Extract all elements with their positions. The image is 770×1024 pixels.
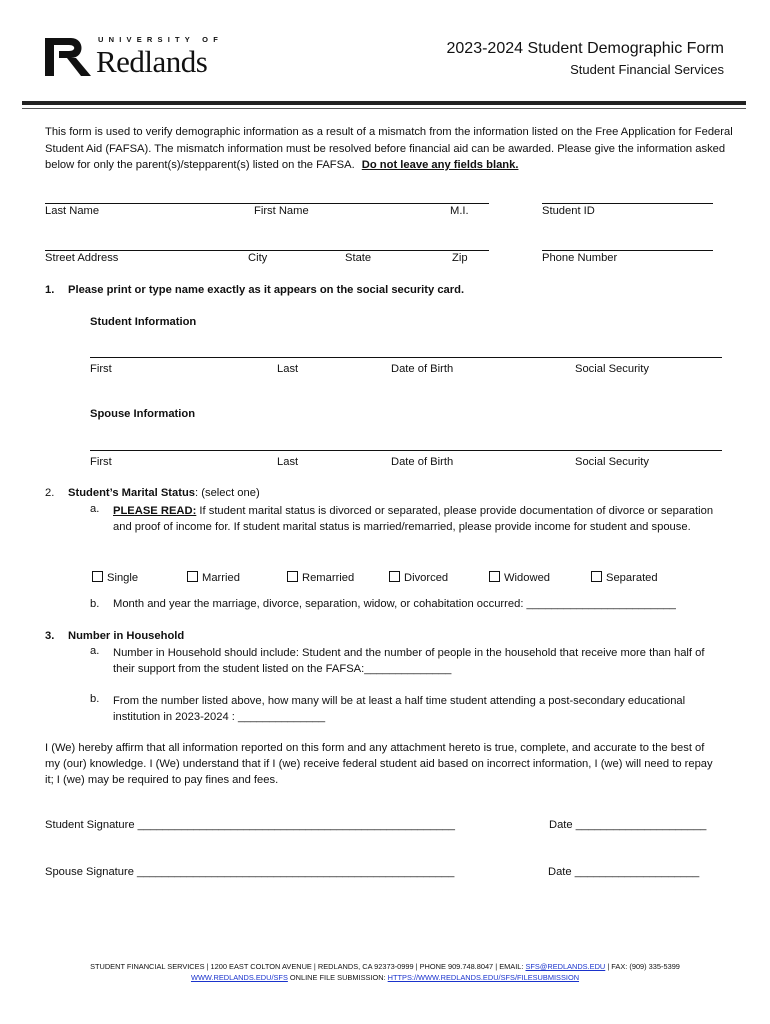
section3-a-text[interactable]: Number in Household should include: Student and the number of people in the household that receive more than half of their support from the student listed on the FAFSA:______________ — [113, 647, 705, 675]
divorced-checkbox[interactable] — [389, 571, 400, 582]
logo-redlands: Redlands — [96, 44, 208, 79]
option-remarried[interactable] — [287, 571, 354, 584]
student-info-heading: Student Information — [90, 316, 197, 328]
header-rule — [22, 101, 746, 105]
footer-web-link[interactable]: WWW.REDLANDS.EDU/SFS — [190, 973, 288, 982]
section2-b-text[interactable]: Month and year the marriage, divorce, separation, widow, or cohabitation occurred: ________________________ — [113, 598, 676, 610]
section2-heading: Student’s Marital Status — [68, 487, 196, 499]
spouse-dob-label: Date of Birth — [391, 456, 454, 468]
section2-b-letter: b. — [90, 598, 100, 610]
section2-a-letter: a. — [90, 503, 100, 515]
section3-heading: Number in Household — [68, 630, 185, 642]
student-info-line[interactable] — [90, 357, 722, 358]
intro-paragraph — [45, 124, 735, 174]
please-read-text: If student marital status is divorced or separated, please provide documentation of divorce or separation and proof of income for. If student marital status is married/remarried, please provide income for student and spouse. — [113, 505, 714, 533]
section3-a-letter: a. — [90, 645, 100, 657]
phone-line[interactable] — [542, 250, 713, 251]
label-last-name: Last Name — [45, 205, 100, 217]
student-ssn-label: Social Security — [575, 363, 649, 375]
header-rule-thin — [22, 108, 746, 109]
footer-line-2 — [0, 973, 770, 982]
spouse-first-label: First — [90, 456, 112, 468]
option-divorced[interactable] — [389, 571, 448, 584]
footer-address: STUDENT FINANCIAL SERVICES | 1200 EAST COLTON AVENUE | REDLANDS, CA 92373-0999 | PHONE 909.748.8047 | EMAIL: — [90, 962, 526, 971]
section2-number: 2. — [45, 487, 55, 499]
please-read-label: PLEASE READ: — [113, 505, 197, 517]
footer-fax: | FAX: (909) 335-5399 — [605, 962, 680, 971]
affirmation-paragraph: I (We) hereby affirm that all information reported on this form and any attachment hereto is true, complete, and accurate to the best of my (our) knowledge. I (We) understand that if I (we) receive federal student aid based on incorrect information, I (we) will need to repay it; I (we) may be required to pay fines and fees. — [45, 742, 713, 786]
option-divorced-label: Divorced — [404, 572, 449, 584]
option-separated-label: Separated — [606, 572, 658, 584]
label-student-id: Student ID — [542, 205, 595, 217]
footer-email-link[interactable]: SFS@REDLANDS.EDU — [525, 962, 606, 971]
section2-heading-wrap — [68, 487, 260, 499]
footer-submission-link[interactable]: HTTPS://WWW.REDLANDS.EDU/SFS/FILESUBMISSION — [387, 973, 580, 982]
address-line[interactable] — [45, 250, 489, 251]
spouse-ssn-label: Social Security — [575, 456, 649, 468]
label-phone: Phone Number — [542, 252, 618, 264]
label-state: State — [345, 252, 372, 264]
footer-submission-label: ONLINE FILE SUBMISSION: — [287, 973, 388, 982]
married-checkbox[interactable] — [187, 571, 198, 582]
widowed-checkbox[interactable] — [489, 571, 500, 582]
student-signature-field[interactable]: Student Signature ___________________________________________________ — [45, 819, 455, 831]
name-line[interactable] — [45, 203, 489, 204]
option-single-label: Single — [107, 572, 139, 584]
form-subtitle: Student Financial Services — [570, 62, 724, 77]
spouse-info-heading: Spouse Information — [90, 408, 196, 420]
intro-text: This form is used to verify demographic information as a result of a mismatch from the information listed on the Free Application for Federal Student Aid (FAFSA). The mismatch information must be resolved before financial aid can be awarded. Please give the information asked below for only the parent(s)/stepparent(s) listed on the FAFSA. — [45, 126, 733, 171]
student-date-field[interactable]: Date _____________________ — [549, 819, 707, 831]
student-last-label: Last — [277, 363, 299, 375]
single-checkbox[interactable] — [92, 571, 103, 582]
remarried-checkbox[interactable] — [287, 571, 298, 582]
redlands-r-icon — [45, 36, 95, 78]
logo-university-of: UNIVERSITY OF — [98, 35, 223, 44]
label-mi: M.I. — [450, 205, 469, 217]
section3-b-text[interactable]: From the number listed above, how many will be at least a half time student attending a post-secondary educational institution in 2023-2024 : ______________ — [113, 695, 686, 723]
student-first-label: First — [90, 363, 112, 375]
spouse-date-field[interactable]: Date ____________________ — [548, 866, 700, 878]
option-remarried-label: Remarried — [302, 572, 355, 584]
option-single[interactable] — [92, 571, 138, 584]
footer-line-1 — [0, 962, 770, 971]
section1-number: 1. — [45, 284, 55, 296]
option-separated[interactable] — [591, 571, 658, 584]
label-street: Street Address — [45, 252, 119, 264]
option-widowed-label: Widowed — [504, 572, 551, 584]
student-id-line[interactable] — [542, 203, 713, 204]
section1-heading: Please print or type name exactly as it appears on the social security card. — [68, 284, 465, 296]
separated-checkbox[interactable] — [591, 571, 602, 582]
label-first-name: First Name — [254, 205, 309, 217]
label-zip: Zip — [452, 252, 468, 264]
spouse-info-line[interactable] — [90, 450, 722, 451]
label-city: City — [248, 252, 268, 264]
section3-number: 3. — [45, 630, 55, 642]
section3-b-letter: b. — [90, 693, 100, 705]
student-dob-label: Date of Birth — [391, 363, 454, 375]
option-widowed[interactable] — [489, 571, 550, 584]
option-married-label: Married — [202, 572, 240, 584]
option-married[interactable] — [187, 571, 240, 584]
spouse-last-label: Last — [277, 456, 299, 468]
spouse-signature-field[interactable]: Spouse Signature ___________________________________________________ — [45, 866, 455, 878]
form-title: 2023-2024 Student Demographic Form — [446, 40, 724, 57]
intro-emphasis: Do not leave any fields blank. — [361, 159, 519, 171]
section2-heading-suffix: : (select one) — [195, 487, 260, 499]
section2-a-text — [113, 503, 723, 535]
